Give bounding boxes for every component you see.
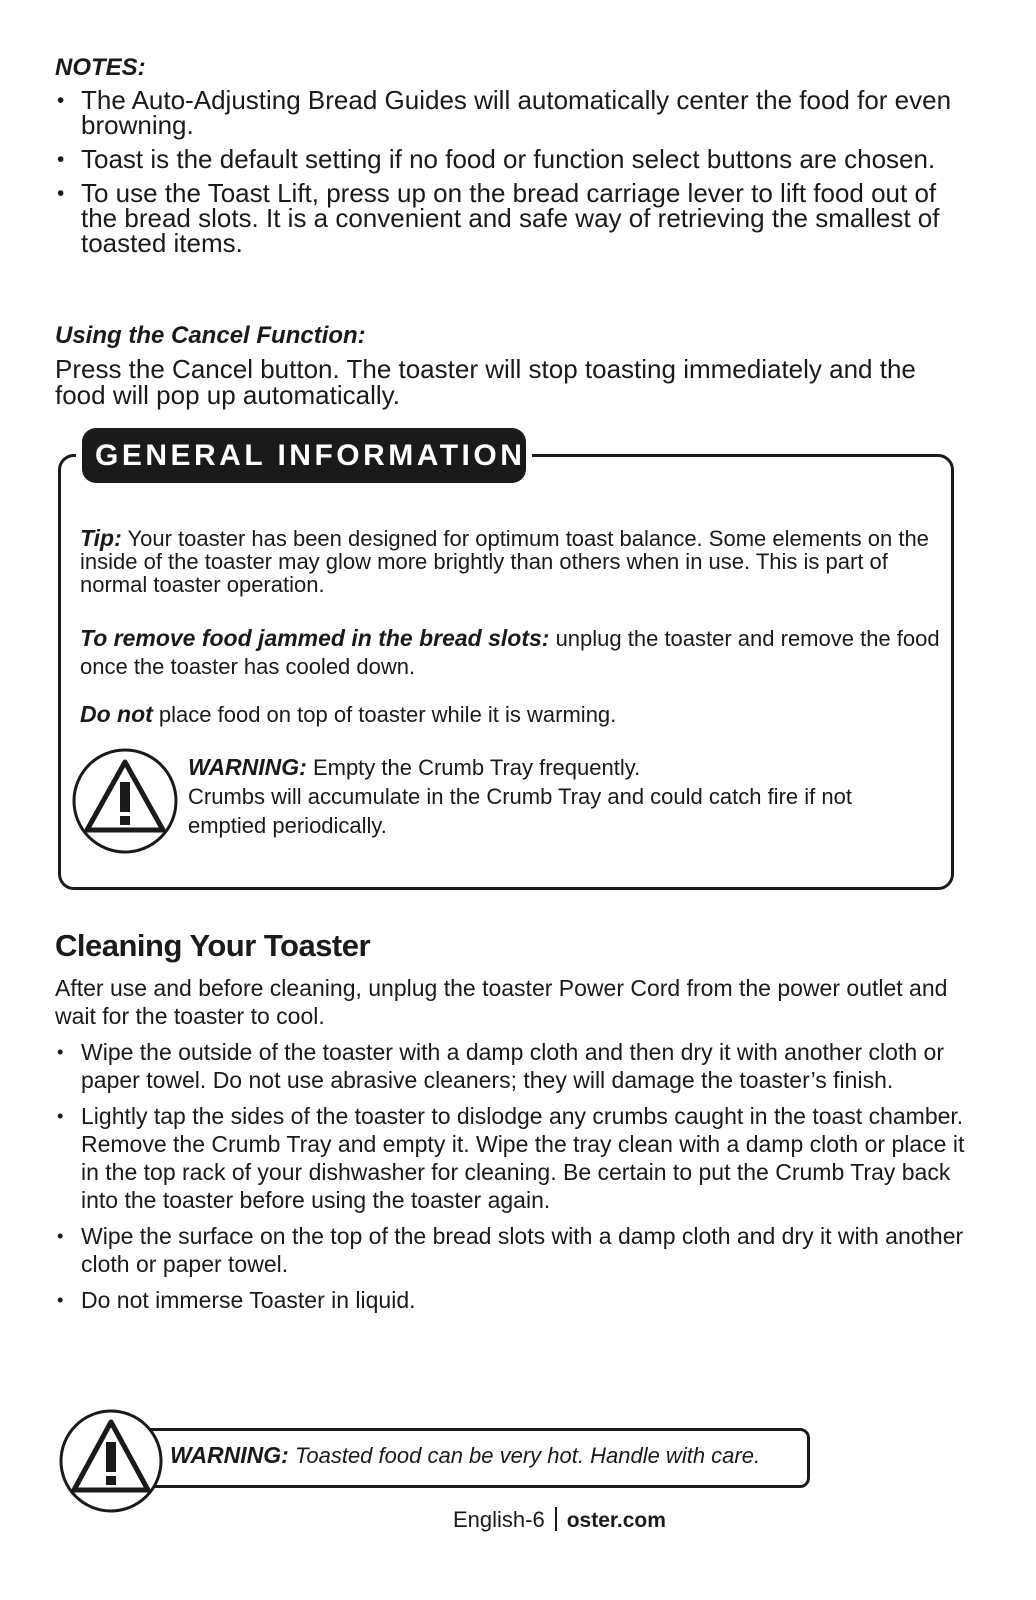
cleaning-intro: After use and before cleaning, unplug the toaster Power Cord from the power outlet and wait for the toaster to cool. <box>55 975 948 1029</box>
warning-icon <box>70 746 180 856</box>
notes-list <box>55 85 975 265</box>
list-item: • Toast is the default setting if no food or function select buttons are chosen. <box>55 147 975 172</box>
tip-text: Your toaster has been designed for optimum toast balance. Some elements on the inside of the toaster may glow more brightly than others when in use. This is part of normal toaster operation. <box>80 526 929 597</box>
notes-heading: NOTES: <box>55 54 146 81</box>
warning-line1: Empty the Crumb Tray frequently. <box>306 755 641 780</box>
tip-paragraph <box>80 527 940 596</box>
footer-site: oster.com <box>566 1509 666 1532</box>
list-item: • Lightly tap the sides of the toaster to dislodge any crumbs caught in the toast chamber. Remove the Crumb Tray and empty it. Wipe the tray clean with a damp cloth or place it in the top rack of your dishwasher for cleaning. Be certain to put the Crumb Tray back into the toaster before using the toaster again. <box>55 1102 965 1214</box>
list-item: • Wipe the surface on the top of the bread slots with a damp cloth and dry it with another cloth or paper towel. <box>55 1222 965 1278</box>
page-number: English-6 <box>453 1507 545 1532</box>
jam-paragraph <box>80 624 940 681</box>
donot-text: place food on top of toaster while it is warming. <box>152 702 617 727</box>
warning-line2: Crumbs will accumulate in the Crumb Tray and could catch fire if not emptied periodically. <box>188 784 852 838</box>
list-item: • Do not immerse Toaster in liquid. <box>55 1286 965 1314</box>
bottom-warning-body: Toasted food can be very hot. Handle with care. <box>288 1443 761 1468</box>
donot-paragraph <box>80 703 940 726</box>
cleaning-heading: Cleaning Your Toaster <box>55 928 371 963</box>
list-item: • To use the Toast Lift, press up on the bread carriage lever to lift food out of the bread slots. It is a convenient and safe way of retrieving the smallest of toasted items. <box>55 181 975 256</box>
footer-divider <box>555 1507 557 1531</box>
warning-icon <box>58 1408 164 1514</box>
jam-lead: To remove food jammed in the bread slots: <box>80 625 550 651</box>
cancel-body: Press the Cancel button. The toaster will stop toasting immediately and the food will pop up automatically. <box>55 354 916 410</box>
jam-text: unplug the toaster and remove the food once the toaster has cooled down. <box>80 626 940 679</box>
tip-lead: Tip: <box>80 525 122 551</box>
donot-lead: Do not <box>80 701 153 727</box>
bottom-warning-text <box>170 1440 760 1471</box>
warning-paragraph <box>188 753 928 840</box>
general-info-title: GENERAL INFORMATION <box>95 439 526 472</box>
cleaning-list <box>55 1038 965 1322</box>
list-item: • The Auto-Adjusting Bread Guides will automatically center the food for even browning. <box>55 88 975 138</box>
bottom-warning-lead: WARNING: <box>170 1442 289 1468</box>
cancel-heading: Using the Cancel Function: <box>55 322 366 349</box>
list-item: • Wipe the outside of the toaster with a damp cloth and then dry it with another cloth or paper towel. Do not use abrasive cleaners; they will damage the toaster’s finish. <box>55 1038 965 1094</box>
page-footer <box>453 1505 666 1536</box>
warning-lead: WARNING: <box>188 754 307 780</box>
